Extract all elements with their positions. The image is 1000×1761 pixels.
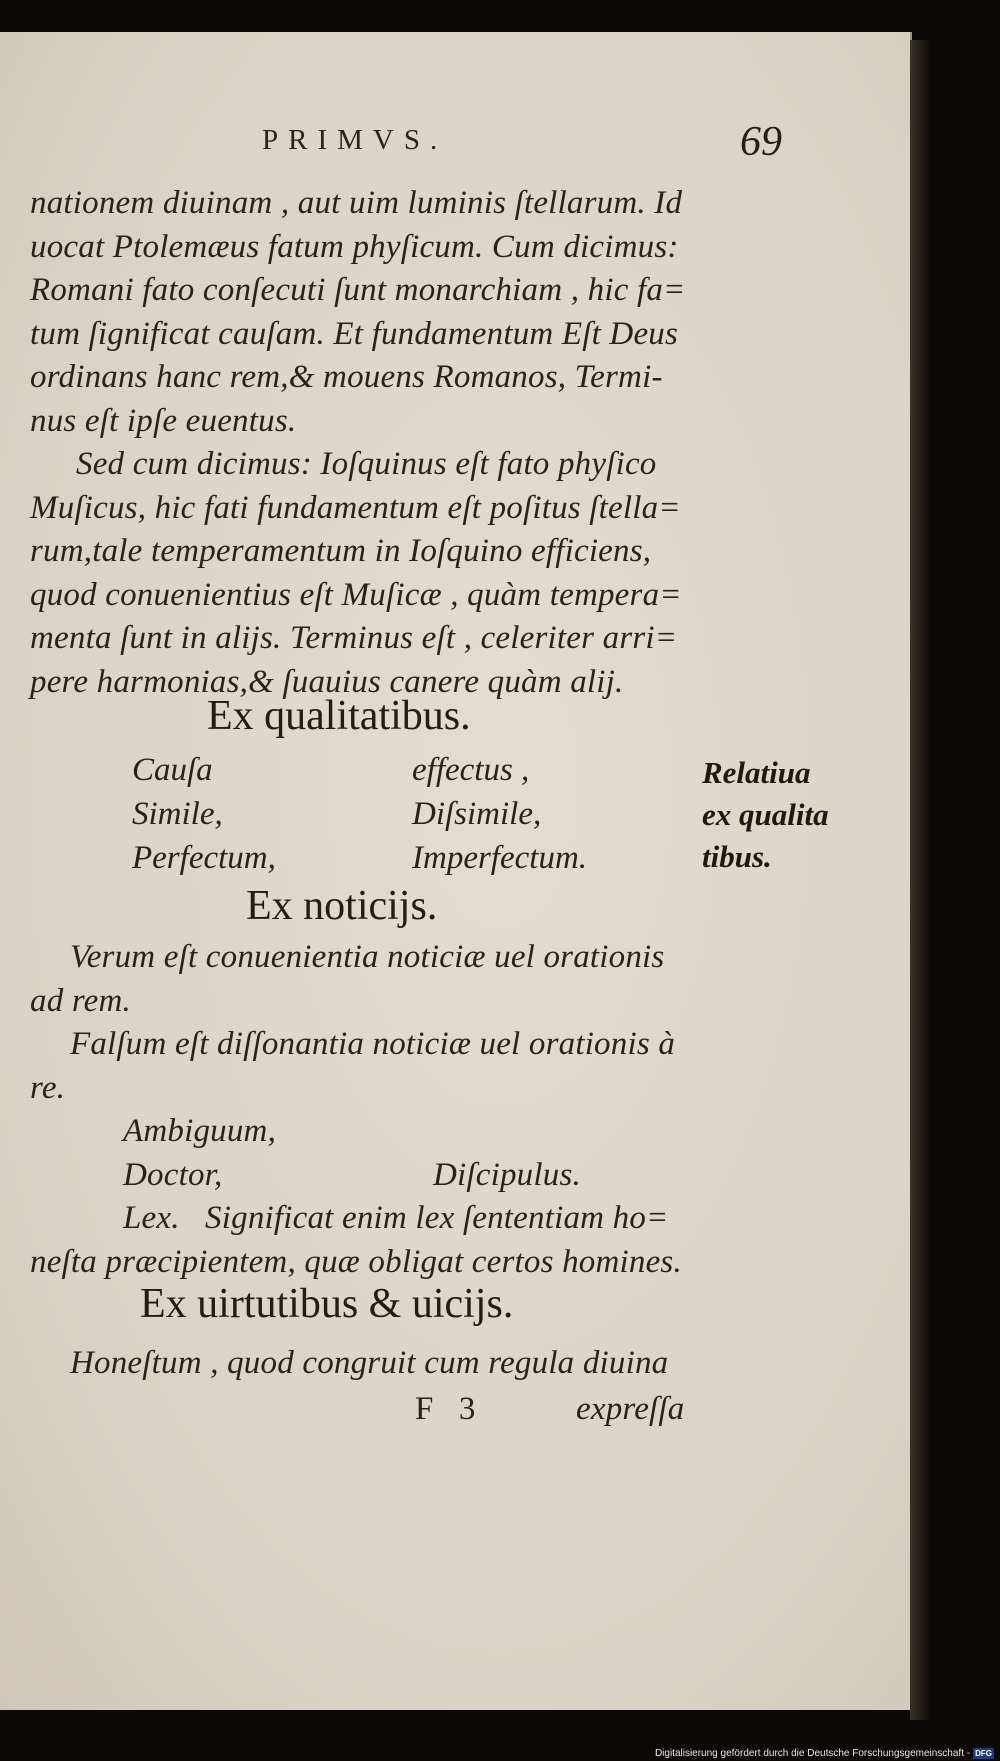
dfg-logo: DFG bbox=[975, 1748, 992, 1758]
text-line: Honeſtum , quod congruit cum regula diuina bbox=[70, 1345, 669, 1381]
text-line: nus eſt ipſe euentus. bbox=[30, 402, 297, 439]
text-line: re. bbox=[30, 1069, 66, 1106]
section-heading-qualitatibus: Ex qualitatibus. bbox=[207, 693, 471, 739]
section-heading-virtutibus: Ex uirtutibus & uicijs. bbox=[140, 1281, 514, 1327]
digitization-footer bbox=[0, 1746, 1000, 1761]
text-line bbox=[30, 1154, 710, 1198]
marginal-line: tibus. bbox=[702, 839, 772, 874]
text-line: Sed cum dicimus: Ioſquinus eſt fato phyſico bbox=[76, 446, 657, 482]
text-line: Muſicus, hic fati fundamentum eſt poſitus ſtella= bbox=[30, 489, 681, 526]
running-head: PRIMVS. bbox=[262, 124, 448, 156]
text-line: tum ſignificat cauſam. Et fundamentum Eſt Deus bbox=[30, 315, 679, 352]
text-line: menta ſunt in alijs. Terminus eſt , celeriter arri= bbox=[30, 620, 678, 656]
qualitatibus-right-column bbox=[412, 748, 587, 880]
page-number: 69 bbox=[740, 119, 782, 165]
text-line: neſta præcipientem, quæ obligat certos homines. bbox=[30, 1243, 682, 1280]
section-heading-noticiis: Ex noticijs. bbox=[246, 883, 438, 929]
page-edge-shadow bbox=[910, 40, 930, 1720]
term: Diſsimile, bbox=[412, 796, 542, 832]
text-line: uocat Ptolemæus fatum phyſicum. Cum dicimus: bbox=[30, 228, 679, 265]
term: Doctor, bbox=[123, 1156, 223, 1193]
text-line: nationem diuinam , aut uim luminis ſtellarum. Id bbox=[30, 185, 683, 221]
text-line: Ambiguum, bbox=[123, 1113, 277, 1149]
term: effectus , bbox=[412, 752, 530, 788]
main-text bbox=[30, 182, 710, 704]
text-line: rum,tale temperamentum in Ioſquino efficiens, bbox=[30, 533, 652, 569]
text-line: quod conuenientius eſt Muſicæ , quàm tempera= bbox=[30, 576, 682, 613]
text-line: pere harmonias,& ſuauius canere quàm alij. bbox=[30, 663, 624, 700]
term: Diſcipulus. bbox=[433, 1156, 581, 1193]
text-line: Verum eſt conuenientia noticiæ uel orationis bbox=[70, 939, 665, 975]
noticiis-text bbox=[30, 936, 710, 1284]
text-line: ordinans hanc rem,& mouens Romanos, Termi- bbox=[30, 359, 663, 395]
text-line: Falſum eſt diſſonantia noticiæ uel orationis à bbox=[70, 1026, 676, 1062]
catchword: expreſſa bbox=[576, 1391, 685, 1427]
term: Perfectum, bbox=[132, 840, 276, 876]
text-line: Lex. Significat enim lex ſententiam ho= bbox=[123, 1200, 669, 1236]
marginal-line: ex qualita bbox=[702, 797, 829, 832]
qualitatibus-left-column bbox=[132, 748, 276, 880]
term: Imperfectum. bbox=[412, 840, 588, 876]
footer-text: Digitalisierung gefördert durch die Deutsche Forschungsgemeinschaft - bbox=[654, 1748, 971, 1759]
signature-mark: F 3 bbox=[415, 1391, 476, 1427]
term: Cauſa bbox=[132, 752, 213, 788]
marginal-note bbox=[702, 752, 829, 878]
marginal-line: Relatiua bbox=[702, 755, 811, 790]
term: Simile, bbox=[132, 796, 223, 832]
text-line: ad rem. bbox=[30, 982, 131, 1019]
text-line: Romani fato conſecuti ſunt monarchiam , hic fa= bbox=[30, 272, 686, 308]
